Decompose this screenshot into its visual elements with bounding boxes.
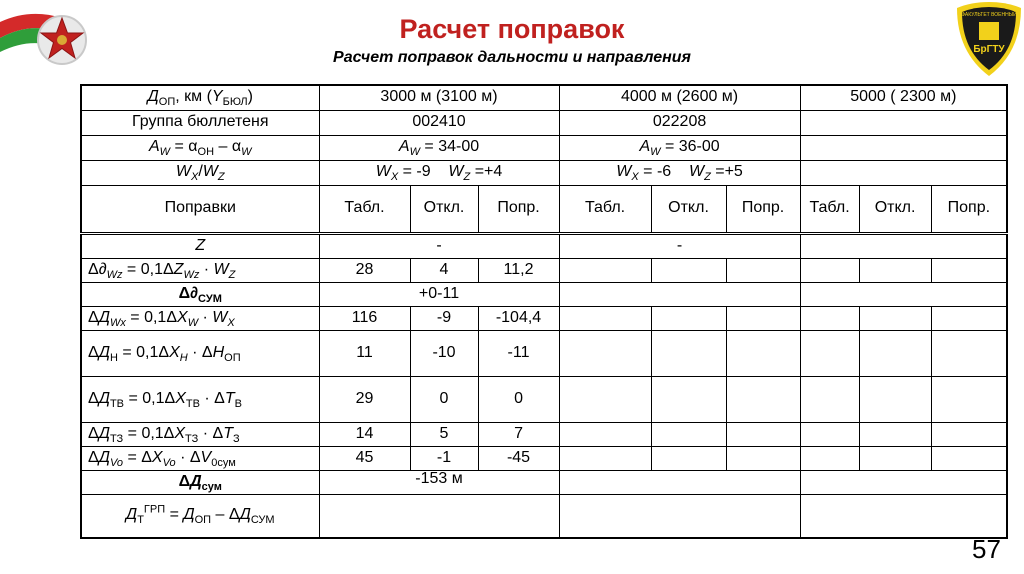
d-sum-value: +0-11 [319, 282, 559, 306]
dt-grp-label: $Д_Т^{ГРП} = Д_{ОП} - \Delta Д_{СУМ}$ [81, 494, 319, 538]
dwx-label: $\Delta Д_{Wx} = 0,1\Delta X_W \cdot W_X$ [81, 306, 319, 330]
dvo-otkl: -1 [410, 446, 478, 470]
range-value-2: 4000 м (2600 м) [559, 85, 800, 110]
dt-grp-row [81, 494, 1007, 538]
group-value-1: 002410 [319, 110, 559, 135]
dwz-otkl: 4 [410, 258, 478, 282]
col-tabl-1: Табл. [319, 185, 410, 233]
page-number: 57 [972, 534, 1001, 564]
page-subtitle: Расчет поправок дальности и направления [333, 49, 691, 66]
dtv-label: $\Delta Д_{ТВ} = 0,1\Delta X_{ТВ} \cdot \Delta T_В$ [81, 376, 319, 422]
group-value-3 [800, 110, 1007, 135]
z-value-1: - [319, 233, 559, 258]
dwx-row [81, 306, 1007, 330]
z-label: Z [81, 233, 319, 258]
dtz-row [81, 422, 1007, 446]
aw-value-3 [800, 135, 1007, 160]
dwz-row [81, 258, 1007, 282]
group-row [81, 110, 1007, 135]
col-tabl-2: Табл. [559, 185, 651, 233]
range-row [81, 85, 1007, 110]
z-value-3 [800, 233, 1007, 258]
group-label: Группа бюллетеня [81, 110, 319, 135]
dvo-row [81, 446, 1007, 470]
dh-popr: -11 [478, 330, 559, 376]
range-value-1: 3000 м (3100 м) [319, 85, 559, 110]
logo-main-text: БрГТУ [973, 44, 1005, 55]
dtz-tabl: 14 [319, 422, 410, 446]
aw-label: $A_W = \alpha_{ОН} - \alpha_W$ [81, 135, 319, 160]
col-popr-3: Попр. [931, 185, 1007, 233]
logo-top-text: ФАКУЛЬТЕТ ВОЕННЫЙ [961, 12, 1017, 18]
col-tabl-3: Табл. [800, 185, 859, 233]
page-title: Расчет поправок [399, 14, 625, 44]
dwz-popr: 11,2 [478, 258, 559, 282]
wind-row [81, 160, 1007, 185]
dtv-popr: 0 [478, 376, 559, 422]
range-value-3: 5000 ( 2300 м) [800, 85, 1007, 110]
z-row [81, 233, 1007, 258]
dvo-tabl: 45 [319, 446, 410, 470]
dtv-otkl: 0 [410, 376, 478, 422]
wind-label: $W_X/W_Z$ [81, 160, 319, 185]
dh-otkl: -10 [410, 330, 478, 376]
dtz-popr: 7 [478, 422, 559, 446]
dtz-label: $\Delta Д_{ТЗ} = 0,1\Delta X_{ТЗ} \cdot \Delta T_З$ [81, 422, 319, 446]
dtv-row [81, 376, 1007, 422]
col-otkl-2: Откл. [651, 185, 726, 233]
dd-sum-row [81, 470, 1007, 494]
dh-label: $\Delta Д_Н = 0,1\Delta X_Н \cdot \Delta H_{ОП}$ [81, 330, 319, 376]
aw-value-2: $A_W = 36-00$ [559, 135, 800, 160]
col-otkl-3: Откл. [859, 185, 931, 233]
aw-row [81, 135, 1007, 160]
group-value-2: 022208 [559, 110, 800, 135]
d-sum-label: $\Delta\partial_{СУМ}$ [81, 282, 319, 306]
d-sum-row [81, 282, 1007, 306]
dwx-tabl: 116 [319, 306, 410, 330]
dh-row [81, 330, 1007, 376]
corrections-table [80, 84, 1008, 539]
wind-value-2: $W_X = -6$ $W_Z =+5$ [559, 160, 800, 185]
dwx-otkl: -9 [410, 306, 478, 330]
dvo-popr: -45 [478, 446, 559, 470]
dwz-label: $\Delta\partial_{Wz} = 0,1\Delta Z_{Wz} \cdot W_Z$ [81, 258, 319, 282]
dwz-tabl: 28 [319, 258, 410, 282]
aw-value-1: $A_W = 34-00$ [319, 135, 559, 160]
corrections-label: Поправки [81, 185, 319, 233]
col-otkl-1: Откл. [410, 185, 478, 233]
dd-sum-label: $\Delta Д_{сум}$ [81, 470, 319, 494]
wind-value-1: $W_X = -9$ $W_Z =+4$ [319, 160, 559, 185]
dtv-tabl: 29 [319, 376, 410, 422]
z-value-2: - [559, 233, 800, 258]
dd-sum-value: -153 м [319, 470, 559, 494]
dtz-otkl: 5 [410, 422, 478, 446]
dh-tabl: 11 [319, 330, 410, 376]
dwx-popr: -104,4 [478, 306, 559, 330]
wind-value-3 [800, 160, 1007, 185]
col-popr-2: Попр. [726, 185, 800, 233]
dvo-label: $\Delta Д_{Vo} = \Delta X_{Vo} \cdot \Delta V_{0сум}$ [81, 446, 319, 470]
col-popr-1: Попр. [478, 185, 559, 233]
range-label: $Д_{ОП}$, км $(Y_{БЮЛ})$ [81, 85, 319, 110]
corrections-header-row [81, 185, 1007, 233]
